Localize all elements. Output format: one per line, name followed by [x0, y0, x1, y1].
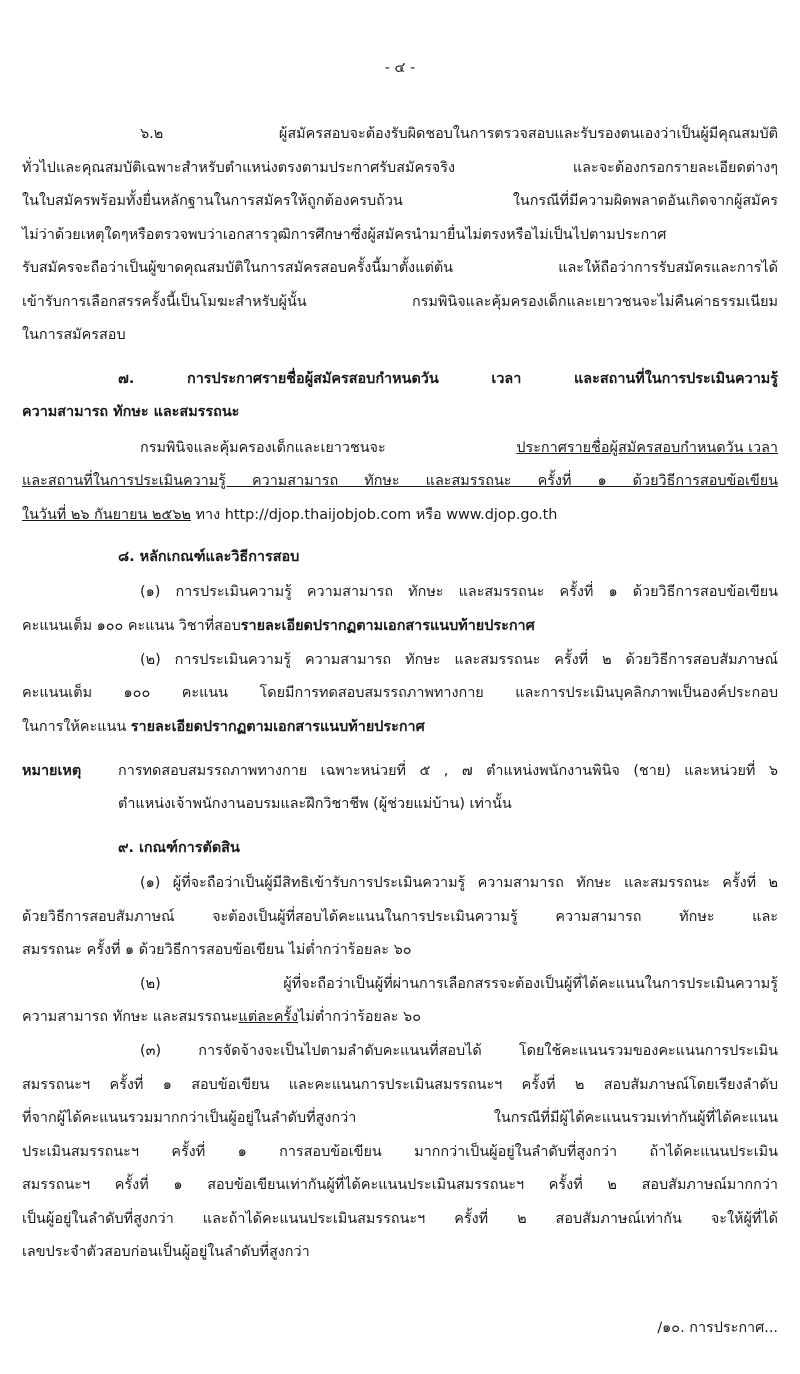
paragraph-line: สมรรถนะฯ ครั้งที่ ๑ สอบข้อเขียน และคะแนนการประเมินสมรรถนะฯ ครั้งที่ ๒ สอบสัมภาษณ์โดยเรียงลำดับ: [22, 1077, 778, 1093]
paragraph-line: เลขประจำตัวสอบก่อนเป็นผู้อยู่ในลำดับที่สูงกว่า: [22, 1244, 310, 1260]
text-bold: รายละเอียดปรากฏตามเอกสารแนบท้ายประกาศ: [130, 719, 425, 735]
paragraph-line: คะแนนเต็ม ๑๐๐ คะแนน โดยมีการทดสอบสมรรถภาพทางกาย และการประเมินบุคลิกภาพเป็นองค์ประกอบ: [22, 685, 778, 701]
paragraph-line: [22, 717, 425, 737]
note-label: หมายเหตุ: [22, 763, 82, 779]
paragraph-line: (๑) ผู้ที่จะถือว่าเป็นผู้มีสิทธิเข้ารับการประเมินความรู้ ความสามารถ ทักษะ และสมรรถนะ ครั้งที่ ๒: [140, 875, 778, 891]
paragraph-line-underlined: และสถานที่ในการประเมินความรู้ ความสามารถ ทักษะ และสมรรถนะ ครั้งที่ ๑ ด้วยวิธีการสอบข้อเขียน: [22, 473, 778, 489]
paragraph-line: (๑) การประเมินความรู้ ความสามารถ ทักษะ และสมรรถนะ ครั้งที่ ๑ ด้วยวิธีการสอบข้อเขียน: [140, 584, 778, 600]
date-underlined: ในวันที่ ๒๖ กันยายน ๒๕๖๒: [22, 507, 191, 523]
paragraph-line: ในใบสมัครพร้อมทั้งยื่นหลักฐานในการสมัครให้ถูกต้องครบถ้วน ในกรณีที่มีความผิดพลาดอันเกิดจากผู้สมัคร: [22, 193, 778, 209]
note-line: การทดสอบสมรรถภาพทางกาย เฉพาะหน่วยที่ ๕ , ๗ ตำแหน่งพนักงานพินิจ (ชาย) และหน่วยที่ ๖: [118, 763, 778, 779]
paragraph-line: รับสมัครจะถือว่าเป็นผู้ขาดคุณสมบัติในการสมัครสอบครั้งนี้มาตั้งแต่ต้น และให้ถือว่าการรับสมัครและการได้: [22, 260, 778, 276]
paragraph-line: เป็นผู้อยู่ในลำดับที่สูงกว่า และถ้าได้คะแนนประเมินสมรรถนะฯ ครั้งที่ ๒ สอบสัมภาษณ์เท่ากัน จะให้ผู้ที่ได้: [22, 1211, 778, 1227]
paragraph-line: ประเมินสมรรถนะฯ ครั้งที่ ๑ การสอบข้อเขียน มากกว่าเป็นผู้อยู่ในลำดับที่สูงกว่า ถ้าได้คะแนนประเมิน: [22, 1144, 778, 1160]
paragraph-line: [140, 438, 778, 458]
note-line: ตำแหน่งเจ้าพนักงานอบรมและฝึกวิชาชีพ (ผู้ช่วยแม่บ้าน) เท่านั้น: [118, 796, 512, 812]
paragraph-line: [22, 1007, 421, 1027]
text-plain: กรมพินิจและคุ้มครองเด็กและเยาวชนจะ: [140, 440, 386, 456]
paragraph-line: ๖.๒ ผู้สมัครสอบจะต้องรับผิดชอบในการตรวจสอบและรับรองตนเองว่าเป็นผู้มีคุณสมบัติ: [140, 126, 778, 142]
section-heading: ๗. การประกาศรายชื่อผู้สมัครสอบกำหนดวัน เวลา และสถานที่ในการประเมินความรู้: [118, 371, 778, 387]
paragraph-line: (๓) การจัดจ้างจะเป็นไปตามลำดับคะแนนที่สอบได้ โดยใช้คะแนนรวมของคะแนนการประเมิน: [140, 1043, 778, 1059]
paragraph-line: ด้วยวิธีการสอบสัมภาษณ์ จะต้องเป็นผู้ที่สอบได้คะแนนในการประเมินความรู้ ความสามารถ ทักษะ และ: [22, 909, 778, 925]
website-links: ทาง http://djop.thaijobjob.com หรือ www.djop.go.th: [190, 507, 558, 523]
page-number: - ๔ -: [384, 60, 416, 76]
paragraph-line: ในการสมัครสอบ: [22, 327, 126, 343]
footer-continuation: /๑๐. การประกาศ...: [657, 1320, 778, 1336]
paragraph-line: ทั่วไปและคุณสมบัติเฉพาะสำหรับตำแหน่งตรงตามประกาศรับสมัครจริง และจะต้องกรอกรายละเอียดต่างๆ: [22, 160, 778, 176]
section-heading: ๘. หลักเกณฑ์และวิธีการสอบ: [118, 549, 300, 565]
text-plain: ในการให้คะแนน: [22, 719, 131, 735]
text-bold: รายละเอียดปรากฏตามเอกสารแนบท้ายประกาศ: [240, 618, 535, 634]
paragraph-line: สมรรถนะ ครั้งที่ ๑ ด้วยวิธีการสอบข้อเขียน ไม่ต่ำกว่าร้อยละ ๖๐: [22, 942, 412, 958]
text-underlined: ประกาศรายชื่อผู้สมัครสอบกำหนดวัน เวลา: [516, 440, 778, 456]
text-plain: ไม่ต่ำกว่าร้อยละ ๖๐: [298, 1009, 421, 1025]
text-plain: คะแนนเต็ม ๑๐๐ คะแนน วิชาที่สอบ: [22, 618, 241, 634]
paragraph-line: ไม่ว่าด้วยเหตุใดๆหรือตรวจพบว่าเอกสารวุฒิการศึกษาซึ่งผู้สมัครนำมายื่นไม่ตรงหรือไม่เป็นไปตามประกาศ: [22, 227, 667, 243]
paragraph-line: (๒) ผู้ที่จะถือว่าเป็นผู้ที่ผ่านการเลือกสรรจะต้องเป็นผู้ที่ได้คะแนนในการประเมินความรู้: [140, 976, 778, 992]
paragraph-line: [22, 616, 535, 636]
paragraph-line: ที่จากผู้ได้คะแนนรวมมากกว่าเป็นผู้อยู่ในลำดับที่สูงกว่า ในกรณีที่มีผู้ได้คะแนนรวมเท่ากันผู้ที่ได้คะแนน: [22, 1110, 778, 1126]
paragraph-line: เข้ารับการเลือกสรรครั้งนี้เป็นโมฆะสำหรับผู้นั้น กรมพินิจและคุ้มครองเด็กและเยาวชนจะไม่คืนค่าธรรมเนียม: [22, 294, 778, 310]
paragraph-line: (๒) การประเมินความรู้ ความสามารถ ทักษะ และสมรรถนะ ครั้งที่ ๒ ด้วยวิธีการสอบสัมภาษณ์: [140, 652, 778, 668]
text-plain: ความสามารถ ทักษะ และสมรรถนะ: [22, 1009, 239, 1025]
text-underlined: แต่ละครั้ง: [238, 1009, 299, 1025]
paragraph-line: สมรรถนะฯ ครั้งที่ ๑ สอบข้อเขียนเท่ากันผู้ที่ได้คะแนนประเมินสมรรถนะฯ ครั้งที่ ๒ สอบสัมภาษณ์มากกว่า: [22, 1177, 778, 1193]
section-heading: ๙. เกณฑ์การตัดสิน: [118, 840, 240, 856]
paragraph-line: [22, 505, 557, 525]
section-heading-cont: ความสามารถ ทักษะ และสมรรถนะ: [22, 404, 240, 420]
